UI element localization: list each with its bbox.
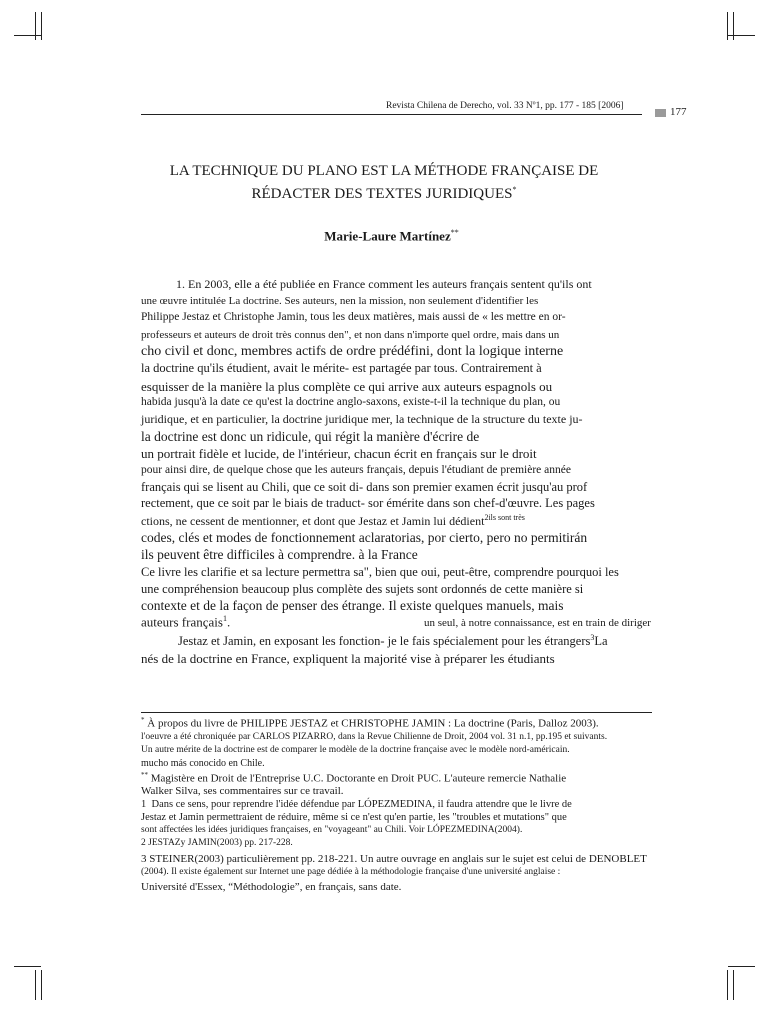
footnote-line (141, 772, 566, 785)
body-line-text: . (226, 614, 231, 630)
footnote-line: Université d'Essex, “Méthodologie”, en français, sans date. (141, 881, 402, 893)
body-line (141, 514, 525, 527)
running-head: Revista Chilena de Derecho, vol. 33 Nº1, pp. 177 - 185 [2006] (386, 101, 624, 111)
body-line: nés de la doctrine en France, expliquent la majorité vise à préparer les étudiants (141, 651, 555, 666)
footnote-line: Jestaz et Jamin permettraient de réduire, même si ce n'est qu'en partie, les "troubles et mutations" que (141, 812, 567, 823)
header-rule (141, 114, 642, 115)
author-footnote-mark: ** (450, 228, 459, 237)
body-line: habida jusqu'à la date ce qu'est la doctrine anglo-saxons, existe-t-il la technique du plan, ou (141, 396, 561, 408)
body-line: codes, clés et modes de fonctionnement aclaratorias, por cierto, pero no permitirán (141, 530, 588, 545)
footnote-mark: * (141, 716, 145, 724)
footnote-text: STEINER(2003) particulièrement pp. 218-221. Un autre ouvrage en anglais sur le sujet est celui de DENOBLET (149, 853, 647, 865)
footnote-line (141, 854, 647, 865)
body-line-text: auteurs français (141, 614, 223, 630)
author-text: Marie-Laure Martínez (324, 228, 451, 244)
footnote-line: sont affectées les idées juridiques françaises, en "voyageant" au Chili. Voir LÓPEZMEDINA(2004). (141, 825, 523, 835)
footnote-text: À propos du livre de PHILIPPE JESTAZ et CHRISTOPHE JAMIN : La doctrine (Paris, Dalloz 2003). (147, 717, 599, 730)
body-line: esquisser de la manière la plus complète ce qui arrive aux auteurs espagnols ou (141, 379, 553, 394)
body-line-text: La (594, 634, 608, 649)
body-line: la doctrine qu'ils étudient, avait le mérite- est partagée par tous. Contrairement à (141, 361, 542, 375)
body-line: pour ainsi dire, de quelque chose que les auteurs français, depuis l'étudiant de première année (141, 464, 571, 476)
body-line-text: ctions, ne cessent de mentionner, et dont que Jestaz et Jamin lui dédient (141, 514, 485, 528)
footnote-line: Un autre mérite de la doctrine est de comparer le modèle de la doctrine française avec le modèle nord-américain. (141, 745, 570, 755)
body-line: cho civil et donc, membres actifs de ordre prédéfini, dont la logique interne (141, 344, 564, 359)
page-number: 177 (670, 106, 687, 118)
body-line: une œuvre intitulée La doctrine. Ses auteurs, nen la mission, non seulement d'identifier les (141, 295, 539, 307)
footnote-line: (2004). Il existe également sur Internet une page dédiée à la méthodologie française d'une université anglaise : (141, 867, 561, 877)
title-text: RÉDACTER DES TEXTES JURIDIQUES (251, 186, 513, 202)
article-title-line-2 (120, 185, 648, 203)
body-line: français qui se lisent au Chili, que ce soit di- dans son premier examen écrit jusqu'au prof (141, 480, 588, 494)
body-line: professeurs et auteurs de droit très connus den", et non dans n'importe quel ordre, mais dans un (141, 329, 560, 341)
footnote-mark: 3 (141, 853, 147, 865)
footnote-text: Magistère en Droit de l'Entreprise U.C. Doctorante en Droit PUC. L'auteure remercie Nathalie (150, 772, 567, 785)
body-line (178, 634, 608, 648)
footnote-text: Dans ce sens, pour reprendre l'idée défendue par LÓPEZMEDINA, il faudra attendre que le livre de (151, 799, 572, 810)
footnote-line (141, 717, 599, 730)
body-footnote-ref: 1 (222, 614, 227, 623)
footnote-line: mucho más conocido en Chile. (141, 758, 265, 769)
footnote-mark: ** (141, 771, 148, 779)
body-line: rectement, que ce soit par le biais de traduct- sor émérite dans son chef-d'œuvre. Les pages (141, 496, 595, 510)
footnote-line: Walker Silva, ses commentaires sur ce travail. (141, 785, 344, 797)
footnote-line (141, 800, 572, 811)
body-line: 1. En 2003, elle a été publiée en France comment les auteurs français sentent qu'ils ont (176, 277, 592, 291)
author-name (141, 228, 642, 244)
footnote-rule (141, 712, 652, 713)
body-line-text: Jestaz et Jamin, en exposant les fonction- je le fais spécialement pour les étrangers (178, 634, 591, 649)
footnote-mark: 1 (141, 799, 147, 810)
footnote-line: 2 JESTAZy JAMIN(2003) pp. 217-228. (141, 838, 293, 848)
body-line: la doctrine est donc un ridicule, qui régit la manière d'écrire de (141, 429, 480, 444)
body-line: Ce livre les clarifie et sa lecture permettra sa", bien que oui, peut-être, comprendre pourquoi les (141, 565, 619, 579)
body-line (141, 615, 230, 628)
page-marker-block (655, 109, 666, 117)
footnote-line: l'oeuvre a été chroniquée par CARLOS PIZARRO, dans la Revue Chilienne de Droit, 2004 vol. 31 n.1, pp.195 et suivants. (141, 732, 608, 742)
body-line: une compréhension beaucoup plus complète des sujets sont ordonnés de cette manière si (141, 582, 584, 596)
body-line: contexte et de la façon de penser des étrange. Il existe quelques manuels, mais (141, 598, 564, 613)
body-footnote-ref: 3 (590, 633, 595, 642)
body-line: Philippe Jestaz et Christophe Jamin, tous les deux matières, mais aussi de « les mettre en or- (141, 311, 566, 323)
article-title-line-1: LA TECHNIQUE DU PLANO EST LA MÉTHODE FRANÇAISE DE (169, 163, 599, 179)
body-line: un portrait fidèle et lucide, de l'intérieur, chacun écrit en français sur le droit (141, 446, 537, 461)
body-line-fragment: un seul, à notre connaissance, est en train de diriger (424, 617, 651, 629)
body-superscript: 2ils sont très (484, 513, 525, 522)
body-line: juridique, et en particulier, la doctrine juridique mer, la technique de la structure du texte ju- (141, 412, 583, 426)
title-footnote-mark: * (512, 185, 517, 194)
body-line: ils peuvent être difficiles à comprendre. à la France (141, 547, 418, 562)
